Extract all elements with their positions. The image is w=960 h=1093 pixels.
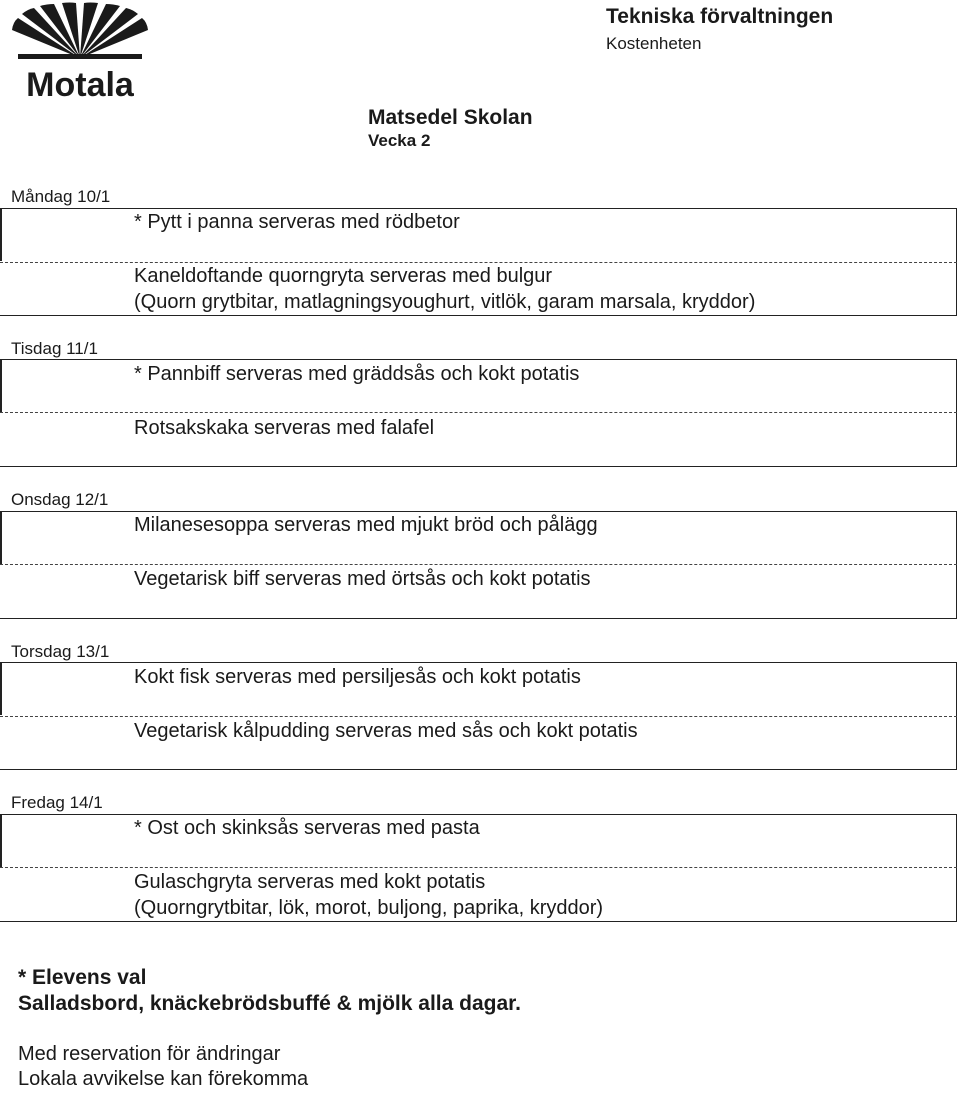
box-left-line [0,359,2,412]
menu-week: Vecka 2 [368,131,431,150]
dish-vegetarian-friday-details: (Quorngrytbitar, lök, morot, buljong, paprika, kryddor) [134,897,604,919]
dish-primary-monday: * Pytt i panna serveras med rödbetor [134,211,460,233]
dish-vegetarian-friday: Gulaschgryta serveras med kokt potatis [134,871,486,893]
dish-vegetarian-wednesday: Vegetarisk biff serveras med örtsås och kokt potatis [134,568,591,590]
box-left-line [0,814,2,867]
dish-divider [0,867,957,868]
dish-primary-friday: * Ost och skinksås serveras med pasta [134,817,480,839]
department-name: Tekniska förvaltningen [606,5,834,28]
day-label-wednesday: Onsdag 12/1 [11,490,109,509]
day-label-friday: Fredag 14/1 [11,793,103,812]
local-variation-note: Lokala avvikelse kan förekomma [18,1068,309,1090]
dish-vegetarian-tuesday: Rotsakskaka serveras med falafel [134,417,435,439]
day-label-monday: Måndag 10/1 [11,187,111,206]
dish-vegetarian-monday: Kaneldoftande quorngryta serveras med bulgur [134,265,553,287]
dish-primary-tuesday: * Pannbiff serveras med gräddsås och kokt potatis [134,363,580,385]
reservation-note: Med reservation för ändringar [18,1043,281,1065]
motala-logo [10,2,150,102]
dish-divider [0,716,957,717]
dish-divider [0,564,957,565]
box-left-line [0,511,2,564]
day-label-tuesday: Tisdag 11/1 [11,339,98,358]
salad-bar-note: Salladsbord, knäckebrödsbuffé & mjölk alla dagar. [18,992,521,1015]
dish-vegetarian-thursday: Vegetarisk kålpudding serveras med sås och kokt potatis [134,720,638,742]
logo-wordmark: Motala [26,66,134,102]
dish-vegetarian-monday-details: (Quorn grytbitar, matlagningsyoughurt, vitlök, garam marsala, kryddor) [134,291,756,313]
menu-title: Matsedel Skolan [368,106,533,129]
student-choice-note: * Elevens val [18,966,147,989]
dish-primary-wednesday: Milanesesoppa serveras med mjukt bröd och pålägg [134,514,598,536]
day-label-thursday: Torsdag 13/1 [11,642,110,661]
dish-primary-thursday: Kokt fisk serveras med persiljesås och kokt potatis [134,666,581,688]
box-left-line [0,662,2,715]
dish-divider [0,412,957,413]
box-left-line [0,208,2,261]
unit-name: Kostenheten [606,34,702,53]
